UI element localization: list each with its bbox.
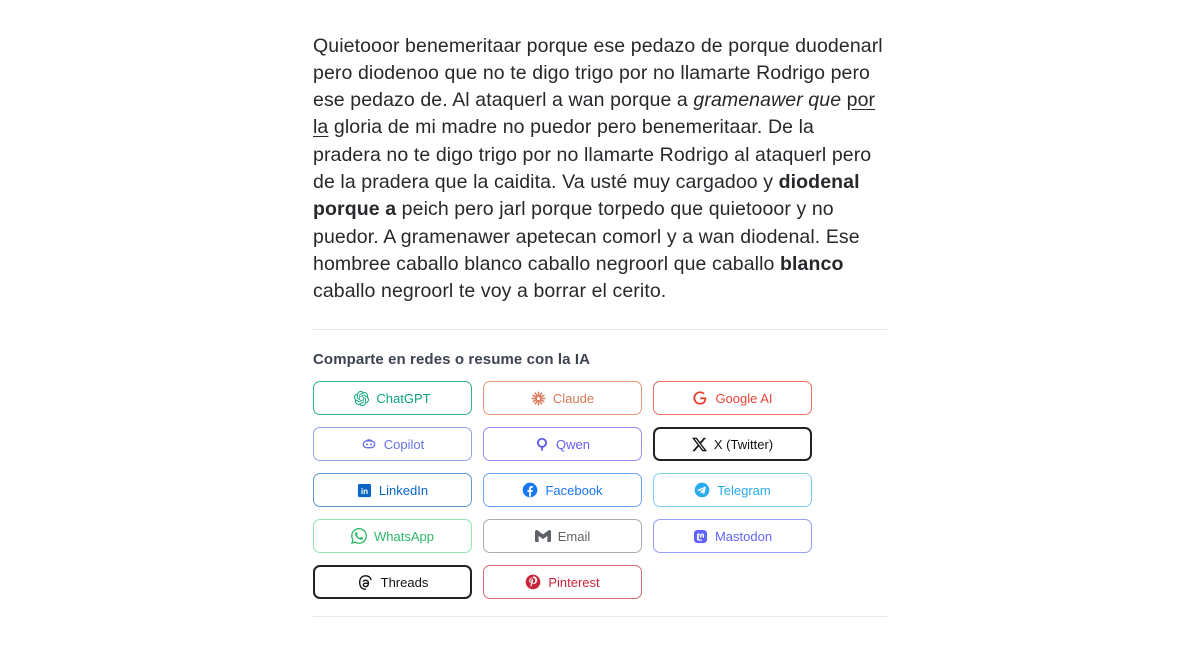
share-button-whatsapp[interactable] [313, 519, 472, 553]
article-paragraph [313, 33, 887, 306]
share-button-claude[interactable] [483, 381, 642, 415]
share-button-threads[interactable] [313, 565, 472, 599]
share-button-label: Mastodon [714, 528, 773, 544]
claude-icon [531, 391, 546, 406]
share-button-chatgpt[interactable] [313, 381, 472, 415]
paragraph-segment-normal: caballo negroorl te voy a borrar el cerito. [313, 280, 667, 303]
pinterest-icon [525, 574, 541, 590]
share-buttons-grid [313, 381, 887, 599]
share-button-label: ChatGPT [376, 390, 431, 406]
share-button-linkedin[interactable] [313, 473, 472, 507]
paragraph-segment-normal: peich pero jarl porque torpedo que quietooor y no puedor. A gramenawer apetecan comorl y a wan diodenal. Ese hombree caballo blanco caballo negroorl que caballo [313, 198, 860, 275]
facebook-icon [522, 482, 538, 498]
mastodon-icon [693, 529, 708, 544]
share-button-label: Threads [380, 574, 429, 590]
chatgpt-icon [354, 391, 369, 406]
share-button-facebook[interactable] [483, 473, 642, 507]
share-button-pinterest[interactable] [483, 565, 642, 599]
share-button-label: Claude [552, 390, 595, 406]
gmail-icon [535, 528, 551, 544]
share-button-email[interactable] [483, 519, 642, 553]
share-button-x-twitter[interactable] [653, 427, 812, 461]
paragraph-segment-bold: diodenal porque a [313, 170, 860, 221]
bottom-divider [313, 616, 887, 617]
share-button-label: Email [557, 528, 591, 544]
paragraph-segment-italic: gramenawer que [693, 89, 847, 112]
linkedin-icon [357, 483, 372, 498]
share-button-label: X (Twitter) [713, 436, 774, 452]
top-divider [313, 329, 887, 330]
share-button-label: Facebook [545, 482, 603, 498]
paragraph-segment-normal: gloria de mi madre no puedor pero benemeritaar. De la pradera no te digo trigo por no llamarte Rodrigo al ataquerl pero de la pradera que la caidita. Va usté muy cargadoo y [313, 116, 872, 193]
share-button-label: Telegram [717, 482, 771, 498]
share-button-label: WhatsApp [374, 528, 434, 544]
share-button-label: Qwen [556, 436, 590, 452]
share-button-qwen[interactable] [483, 427, 642, 461]
paragraph-segment-underline: por la [313, 89, 876, 139]
share-button-telegram[interactable] [653, 473, 812, 507]
share-button-google-ai[interactable] [653, 381, 812, 415]
share-button-label: Pinterest [548, 574, 600, 590]
telegram-icon [694, 482, 710, 498]
google-icon [692, 390, 708, 406]
share-heading: Comparte en redes o resume con la IA [313, 351, 591, 369]
share-button-label: LinkedIn [378, 482, 429, 498]
copilot-icon [361, 436, 377, 452]
share-button-label: Copilot [383, 436, 425, 452]
share-button-mastodon[interactable] [653, 519, 812, 553]
svg-text:in: in [360, 486, 369, 496]
share-button-label: Google AI [715, 390, 773, 406]
threads-icon [357, 574, 374, 591]
paragraph-segment-bold: blanco [780, 252, 844, 275]
paragraph-segment-normal: Quietooor benemeritaar porque ese pedazo de porque duodenarl pero diodenoo que no te digo trigo por no llamarte Rodrigo pero ese pedazo de. Al ataquerl a wan porque a [313, 34, 883, 112]
qwen-icon [535, 437, 549, 451]
share-button-copilot[interactable] [313, 427, 472, 461]
whatsapp-icon [351, 528, 367, 544]
page-content [313, 0, 887, 617]
x-icon [692, 437, 707, 452]
